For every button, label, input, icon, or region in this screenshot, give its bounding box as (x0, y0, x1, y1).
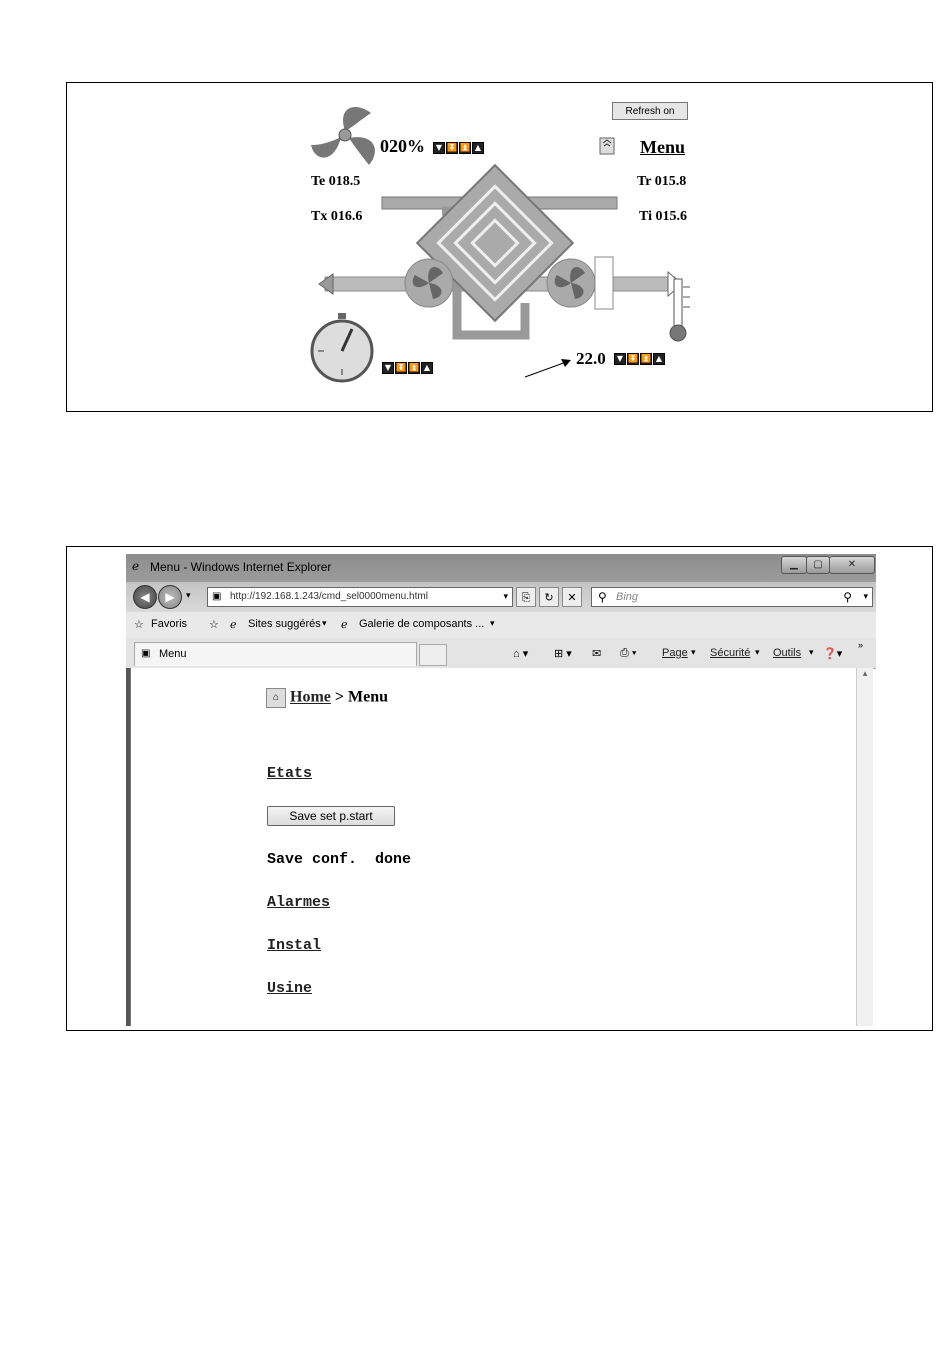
te-reading: Te 018.5 (311, 174, 361, 189)
refresh-icon[interactable]: ↻ (539, 587, 559, 607)
back-button[interactable]: ◀ (133, 585, 157, 609)
forward-button[interactable]: ▶ (158, 585, 182, 609)
chevron-down-icon[interactable]: ▾ (809, 647, 814, 657)
control-panel-figure (66, 82, 933, 412)
fan-icon (311, 107, 375, 165)
minimize-button[interactable]: ▁ (781, 556, 807, 574)
fan-speed-stepper (433, 142, 484, 154)
supply-fan-icon (547, 259, 595, 307)
step-down-fast-button[interactable]: ⏬ (628, 354, 638, 363)
maximize-button[interactable]: ▢ (806, 556, 830, 574)
breadcrumb (266, 688, 388, 708)
menu-link[interactable]: Menu (640, 137, 685, 157)
ie-page-icon: ℯ (341, 619, 348, 631)
title-bar (126, 554, 876, 582)
refresh-button[interactable]: Refresh on (612, 102, 688, 120)
instal-link[interactable]: Instal (267, 937, 322, 954)
help-icon[interactable]: ❓▾ (823, 648, 843, 660)
search-box[interactable] (591, 587, 873, 607)
save-status: Save conf. done (267, 851, 412, 868)
stop-icon[interactable]: ✕ (562, 587, 582, 607)
home-icon: ⌂ (266, 688, 286, 708)
search-placeholder: Bing (616, 591, 639, 603)
setpoint-readout: 22.0 (576, 349, 606, 368)
step-up-button[interactable]: ▲ (653, 353, 665, 365)
tools-menu[interactable]: Outils (773, 647, 802, 659)
page-menu[interactable]: Page (662, 647, 688, 659)
save-set-button[interactable]: Save set p.start (267, 806, 395, 826)
mail-icon[interactable]: ✉ (592, 648, 602, 660)
browser-figure (66, 546, 933, 1031)
step-down-fast-button[interactable]: ⏬ (447, 143, 457, 152)
ie-window (126, 554, 876, 1026)
etats-link[interactable]: Etats (267, 765, 313, 782)
gallery-link[interactable]: Galerie de composants ... (359, 618, 485, 630)
add-favorite-icon[interactable]: ☆ (209, 619, 219, 631)
chevron-down-icon[interactable]: ▾ (691, 647, 696, 657)
step-up-button[interactable]: ▲ (472, 142, 484, 154)
vertical-scrollbar[interactable] (856, 668, 873, 1026)
step-up-fast-button[interactable]: ⏫ (641, 354, 651, 363)
timer-stepper (382, 362, 433, 374)
address-dropdown-icon[interactable]: ▾ (503, 591, 508, 601)
alarmes-link[interactable]: Alarmes (267, 894, 331, 911)
security-menu[interactable]: Sécurité (710, 647, 751, 659)
ie-page-icon: ℯ (230, 619, 237, 631)
setpoint-pointer (525, 361, 569, 377)
step-down-button[interactable]: ▼ (614, 353, 626, 365)
tab-menu[interactable] (134, 642, 417, 666)
chevron-down-icon[interactable]: ▾ (755, 647, 760, 657)
ti-reading: Ti 015.6 (639, 209, 687, 224)
tr-reading: Tr 015.8 (637, 174, 687, 189)
window-title: Menu - Windows Internet Explorer (150, 560, 332, 574)
chevron-down-icon[interactable]: ▾ (322, 618, 327, 628)
page-content (130, 668, 857, 1026)
more-commands-icon[interactable]: » (858, 640, 864, 650)
address-url: http://192.168.1.243/cmd_sel0000menu.html (230, 591, 428, 602)
home-link[interactable]: Home (290, 688, 331, 706)
tx-reading: Tx 016.6 (311, 209, 363, 224)
step-up-fast-button[interactable]: ⏫ (409, 363, 419, 372)
breadcrumb-current: Menu (348, 688, 388, 706)
ventilation-diagram (67, 83, 932, 411)
ie-logo-icon: ℯ (132, 559, 140, 573)
search-dropdown-icon[interactable]: ▾ (863, 591, 868, 601)
favorites-bar (126, 612, 876, 639)
chevron-down-icon[interactable]: ▾ (490, 618, 495, 628)
search-icon[interactable]: ⚲ (843, 590, 852, 604)
step-up-button[interactable]: ▲ (421, 362, 433, 374)
step-down-button[interactable]: ▼ (433, 142, 445, 154)
search-engine-icon: ⚲ (598, 590, 607, 604)
step-up-fast-button[interactable]: ⏫ (460, 143, 470, 152)
print-icon[interactable]: ⎙ ▾ (620, 647, 637, 659)
favorites-star-icon: ☆ (134, 619, 144, 631)
timer-icon (312, 313, 372, 381)
close-button[interactable]: ✕ (829, 556, 875, 574)
tab-bar (126, 638, 876, 669)
usine-link[interactable]: Usine (267, 980, 313, 997)
step-down-fast-button[interactable]: ⏬ (396, 363, 406, 372)
navigation-bar (126, 582, 876, 612)
new-tab-button[interactable] (419, 644, 447, 666)
scroll-up-icon[interactable]: ▴ (862, 668, 868, 678)
setpoint-stepper (614, 353, 665, 365)
page-icon: ▣ (212, 591, 222, 602)
page-icon: ▣ (141, 648, 151, 659)
tab-title: Menu (159, 648, 187, 660)
favorites-button[interactable]: Favoris (151, 618, 188, 630)
home-icon (600, 138, 614, 154)
feeds-icon[interactable]: ⊞ ▾ (554, 648, 572, 660)
home-icon[interactable]: ⌂ ▾ (513, 648, 529, 660)
extract-fan-icon (405, 259, 453, 307)
step-down-button[interactable]: ▼ (382, 362, 394, 374)
compatibility-icon[interactable]: ⎘ (516, 587, 536, 607)
breadcrumb-separator: > (334, 688, 344, 706)
address-bar[interactable] (207, 587, 513, 607)
history-dropdown-icon[interactable]: ▾ (186, 590, 191, 600)
fan-speed-readout: 020% (380, 136, 425, 156)
suggested-sites-link[interactable]: Sites suggérés (248, 618, 321, 630)
